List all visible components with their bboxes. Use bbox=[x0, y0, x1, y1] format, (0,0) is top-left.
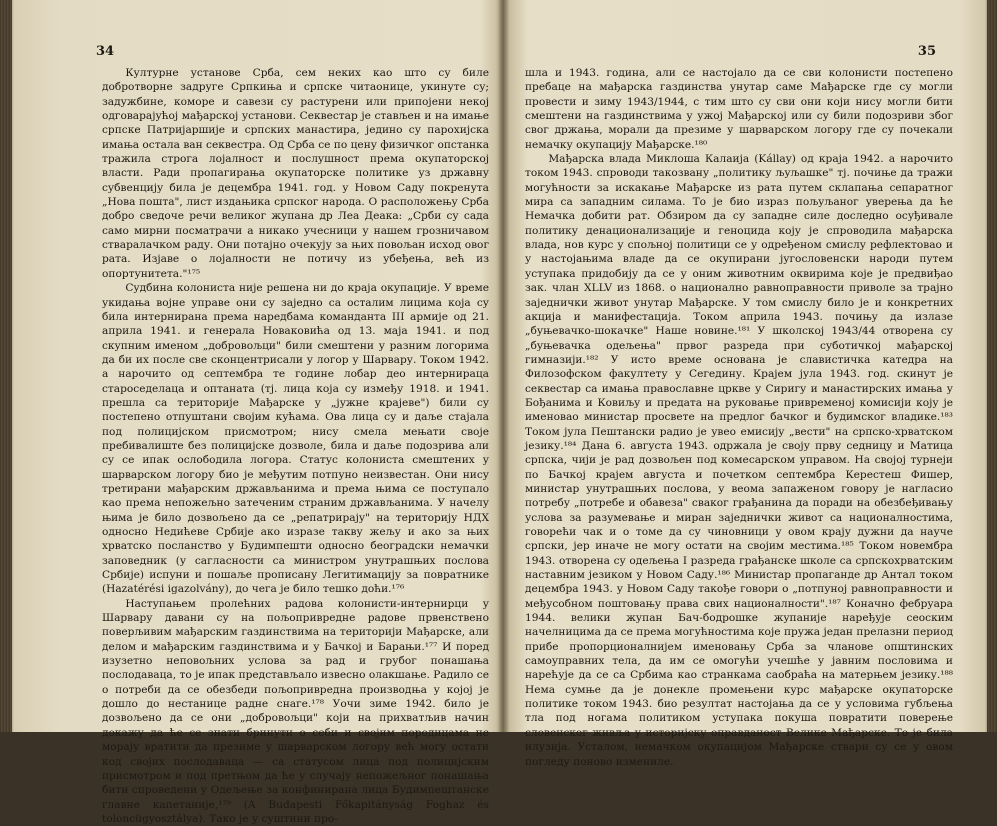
left-paragraph-1: Културне установе Срба, сем неких као што су биле добротворне задруге Српкиња и српске читаонице, укинуте су; задужбине, коморе и савези су растурени или припојени некој одговарајућој мађарској установи. Секвестар је стављен и на имање српске Патријаршије и српских манастира, једино су парохијска имања остала ван секвестра. Од Срба се по цену физичког опстанка тражила строга лојалност и послушност према окупаторској власти. Ради пропагирања окупаторске политике уз државну субвенцију била је децембра 1941. год. у Новом Саду покренута „Нова пошта", лист издањика српског народа. О расположењу Срба добро сведоче речи великог жупана др Леа Деака: „Срби су сада само мирни посматрачи а никако учесници у нашем грозничавом стваралачком раду. Они потајно очекују за њих повољан исход овог рата. Изјаве о лојалности не потичу из убеђења, већ из опортунитета."¹⁷⁵ bbox=[102, 67, 490, 280]
book-edge-right bbox=[987, 0, 997, 732]
right-page-number: 35 bbox=[917, 44, 936, 59]
right-page bbox=[506, 0, 984, 768]
left-page bbox=[14, 0, 500, 825]
left-page-number: 34 bbox=[96, 44, 115, 59]
right-page-text bbox=[525, 66, 953, 769]
right-paragraph-2: Мађарска влада Миклоша Калаија (Kállay) од краја 1942. а нарочито током 1943. спроводи такозвану „политику љуљашке" тј. почиње да тражи могућности за искакање Мађарске из рата путем склапања сепаратног мира са западним силама. То је био израз пољуљаног уверења да ће Немачка добити рат. Обзиром да су западне силе доследно осуђивале политику денационализације и геноцида коју је спроводила мађарска влада, нов курс у спољној политици се у одређеном смислу рефлектовао и у настојањима владе да се окупирани југословенски народи путем уступака придобију да се у оним животним оквирима које је предвиђао зак. члан XLLV из 1868. о национално равноправности приволе за трајно заједнички живот унутар Мађарске. У том смислу било је и конкретних акција и манифестација. Током априла 1943. почињу да излазе „буњевачко-шокачке" Наше новине.¹⁸¹ У школској 1943/44 отворена су „буњевачка одељења" првог разреда при суботичкој мађарској гимназији.¹⁸² У исто време основана је славистичка катедра на Филозофском факултету у Сегедину. Крајем јула 1943. год. скинут је секвестар са имања православне цркве у Сиригу и манастирских имања у Бођанима и Ковиљу и предата на руковање привременој комисији коју је именовао министар просвете на предлог бачког и будимског владике.¹⁸³ Током јула Пештански радио је увео емисију „вести" на српско-хрватском језику.¹⁸⁴ Дана 6. августа 1943. одржала је своју прву седницу и Матица српска, чији је рад дозвољен под комесарском управом. На својој турнеји по Бачкој крајем августа и почетком септембра Керестеш Фишер, министар унутрашњих послова, у веома запаженом говору је нагласио потребу „потребе и обавеза" сваког грађанина да поради на обезбеђивању услова за разумевање и миран заједнички живот са националностима, говорећи чак и о томе да су чиновници у овом крају дужни да науче српски, јер иначе не могу остати на својим местима.¹⁸⁵ Током новембра 1943. отворена су одељења I разреда грађанске школе са српскохрватским наставним језиком у Новом Саду.¹⁸⁶ Министар пропаганде др Антал током децембра 1943. у Новом Саду такође говори о „потпуној равноправности и међусобном поштовању права свих националности".¹⁸⁷ Коначно фебруара 1944. велики жупан Бач-бодрошке жупаније наређује сеоским начелницима да се према могућностима које пружа један прелазни период прибе пропорционалнијем именовању Срба за чланове општинских самоуправних тела, да им се омогући учешће у јавним пословима и нарећује да се са Србима као странкама саобраћа на матерњем језику.¹⁸⁸ Нема сумње да је донекле промењени курс мађарске окупаторске политике током 1943. био резултат настојања да се у условима губљења тла под ногама политиком уступака покуша повратити поверење словенског живља у историјску оправданост Велике Мађарске. То је била илузија. Усталом, немачком окупацијом Мађарске ствари су се у овом погледу поново изменилe. bbox=[525, 153, 953, 768]
right-paragraph-1: шла и 1943. година, али се настојало да се сви колонисти постепено пребаце на мађарска газдинства унутар саме Мађарске где су могли провести и зиму 1943/1944, с тим што су сви они који нису могли бити смештени на газдинствима у ужој Мађарској или су били подозриви због свог држања, морали да презиме у шарварском логору где су почекали немачку окупацију Мађарске.¹⁸⁰ bbox=[525, 67, 953, 151]
left-page-text bbox=[102, 66, 489, 826]
left-paragraph-3: Наступањем пролећних радова колонисти-интернирци у Шарвару давани су на пољопривредне радове првенствено поверљивим мађарским газдинствима на територији Мађарске, али делом и мађарским газдинствима и у Бачкој и Барањи.¹⁷⁷ И поред изузетно неповољних услова за рад и грубог понашања послодаваца, то је ипак представљало извесно олакшање. Радило се о потреби да се обезбеди пољопривредна производња у којој је дошло до нестанице радне снаге.¹⁷⁸ Уочи зиме 1942. било је дозвољено да се они „добровољци" који на прихватљив начин докажу да ће се знати бринути о себи и својим породицама не морају вратити да презиме у шарварском логору већ могу остати код својих послодаваца — са статусом лица под полицијским присмотром и под претњом да ће у случају непожељног понашања бити спроведени у Одељење за конфинирана лица Будимпештанске главне капетаније,¹⁷⁹ (A Budapesti Főkapitányság Foghaz és toloncügyosztálya). Тако је у суштини про- bbox=[102, 597, 489, 825]
book-edge-left bbox=[0, 0, 12, 732]
left-paragraph-2: Судбина колониста није решена ни до краја окупације. У време укидања војне управе они су заједно са осталим лицима која су била интернирана према наредбама команданта III армије од 21. априла 1941. и генерала Новаковића од 13. маја 1941. и под скупним именом „добровољци" били смештени у разним логорима да би их после све сконцентрисали у логор у Шарвару. Током 1942. а нарочито од септембра те године лобар део интернираца староседелаца и оптаната (тј. лица која су између 1918. и 1941. прешла са територије Мађарске у „јужне крајеве") били су постепено отпуштани својим кућама. Ова лица су и даље стајала под полицијском присмотром; нису смела мењати своје пребивалиште без полицијске дозволе, била и даље подозрива али су се ипак ослободила логора. Статус колониста смештених у шарварском логору био је међутим потпуно неизвестан. Они нису третирани мађарским држављанима и према њима се поступало као према непожељно затеченим страним држављанима. У начелу њима је било дозвољено да се „репатрирају" на територију НДХ односно Недићеве Србије ако изразе такву жељу и ако за њих хрватско посланство у Будимпешти односно београдски немачки заповедник (у сагласности са министром унутрашњих послова Србије) испуни и пошаље прописану Легитимацију за повратнике (Hazatérési igazolvány), до чега је било тешко доћи.¹⁷⁶ bbox=[102, 282, 489, 596]
